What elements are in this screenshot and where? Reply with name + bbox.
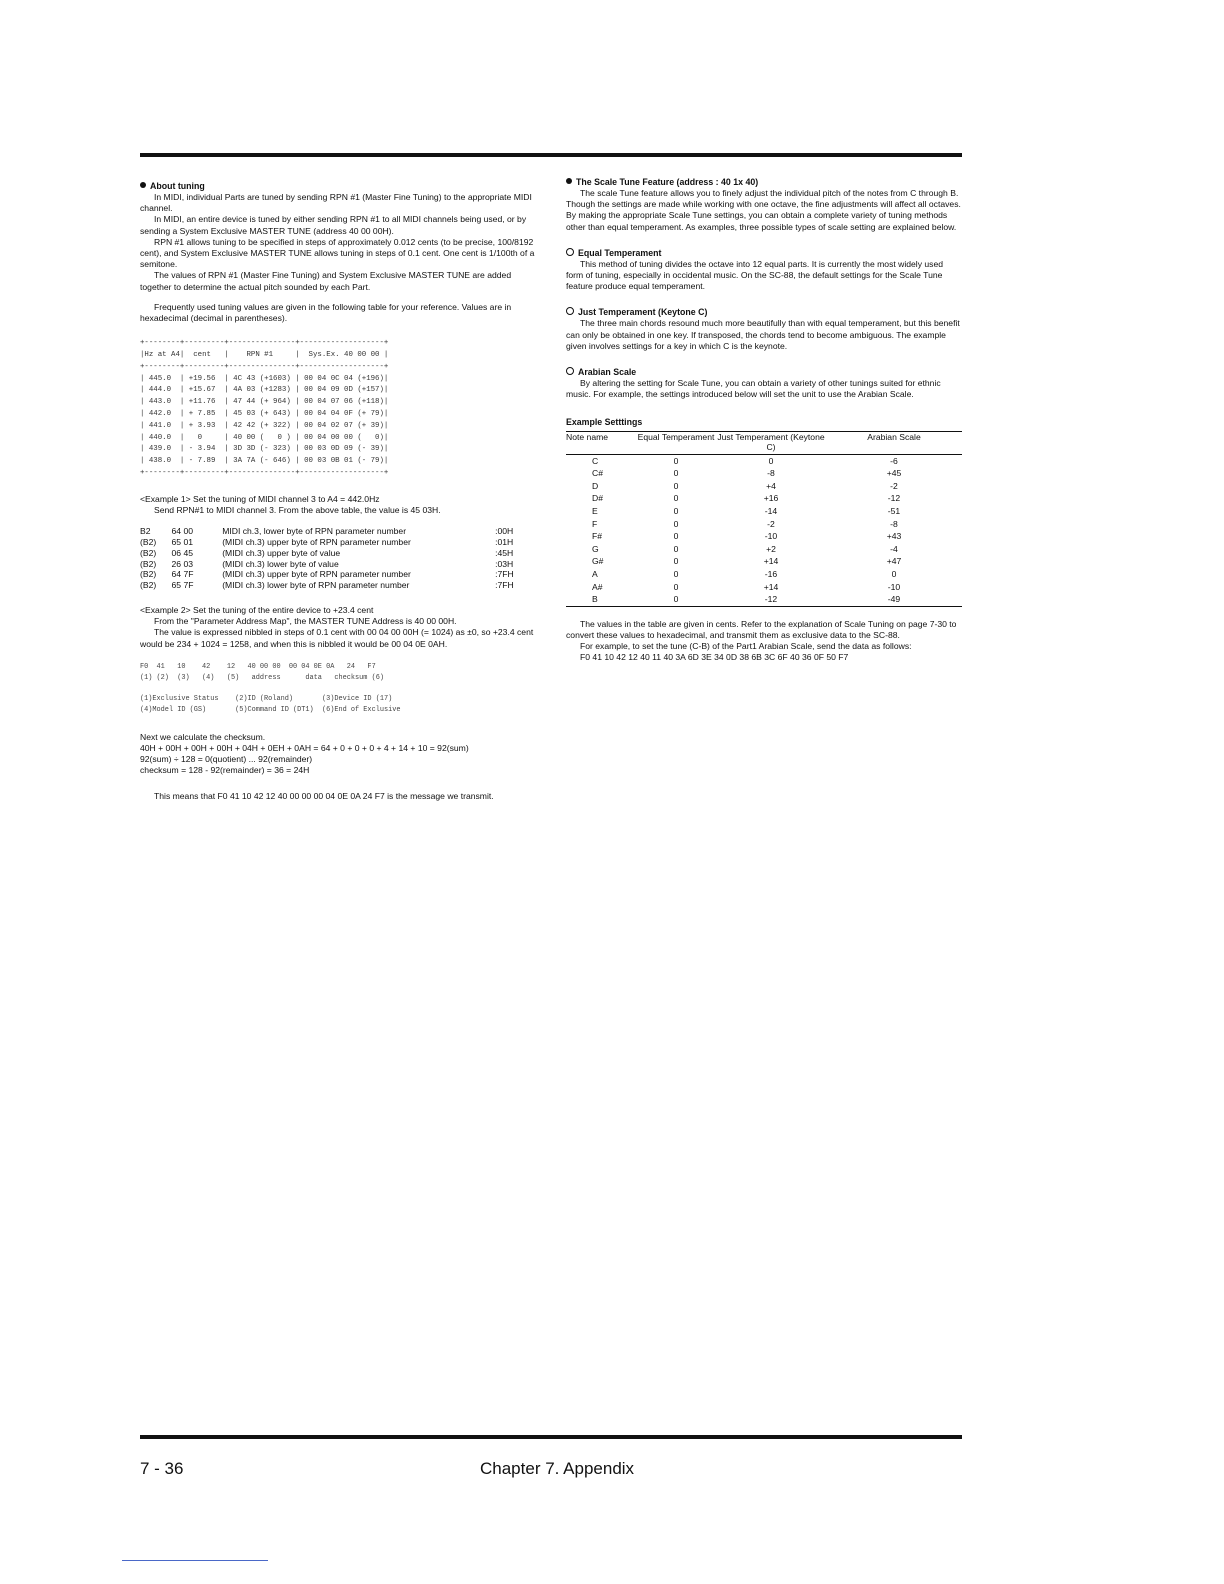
table-row — [566, 593, 962, 606]
table-cell: E — [592, 506, 598, 516]
about-tuning-heading: About tuning — [140, 180, 538, 192]
bullet-icon — [566, 178, 572, 184]
table-cell: G — [592, 543, 599, 554]
command-row: (B2) 06 45 (MIDI ch.3) upper byte of value :45H — [140, 547, 514, 558]
table-cell: +43 — [886, 531, 902, 542]
exclusive-message-line: F0 41 10 42 12 40 00 00 00 04 0E 0A 24 F7 — [140, 662, 376, 671]
command-row: B2 64 00 MIDI ch.3, lower byte of RPN parameter number :00H — [140, 526, 514, 537]
table-cell: 0 — [673, 455, 679, 466]
table-cell: 0 — [673, 568, 679, 579]
paragraph: RPN #1 allows tuning to be specified in steps of approximately 0.012 cents (to be precise, 100/8192 cent), and System Exclusive MASTER TUNE allows tuning in steps of 0.1 cent. One cent is 1/100th of a semitone. — [140, 236, 535, 270]
table-cell: -2 — [767, 518, 775, 529]
exclusive-message-labels: (1) (2) (3) (4) (5) address data checksum (6) — [140, 673, 384, 682]
table-row — [566, 467, 962, 480]
table-cell: +2 — [766, 543, 776, 554]
checksum-sum: 40H + 00H + 00H + 00H + 04H + 0EH + 0AH = 64 + 0 + 0 + 0 + 4 + 14 + 10 = 92(sum) — [140, 743, 469, 753]
example1-command-list — [140, 526, 538, 591]
table-row — [566, 555, 962, 568]
table-cell: 0 — [673, 518, 679, 529]
table-cell: -16 — [764, 568, 778, 579]
checksum-intro: Next we calculate the checksum. — [140, 731, 266, 742]
paragraph: In MIDI, an entire device is tuned by either sending RPN #1 to all MIDI channels being used, or by sending a System Exclusive MASTER TUNE (address 40 00 00H). — [140, 214, 527, 236]
table-cell: D — [592, 480, 599, 491]
column-header: Note name — [566, 432, 636, 454]
command-row: (B2) 64 7F (MIDI ch.3) upper byte of RPN parameter number :7FH — [140, 569, 514, 580]
checksum-conclusion: This means that F0 41 10 42 12 40 00 00 00 04 0E 0A 24 F7 is the message we transmit. — [154, 790, 494, 801]
divider — [122, 1560, 268, 1561]
table-row — [566, 518, 962, 531]
table-cell: 0 — [768, 455, 774, 466]
table-row — [566, 530, 962, 543]
table-cell: F# — [592, 531, 603, 542]
example-settings-heading: Example Setttings — [566, 417, 643, 428]
page-number: 7 - 36 — [140, 1459, 184, 1478]
just-temperament-heading: Just Temperament (Keytone C) — [566, 306, 962, 318]
bullet-icon — [140, 182, 146, 188]
table-cell: -49 — [826, 593, 962, 606]
table-cell: +14 — [763, 581, 779, 592]
arabian-scale-heading: Arabian Scale — [566, 366, 962, 378]
table-cell: -10 — [764, 531, 778, 542]
table-cell: 0 — [891, 568, 897, 579]
table-header-row — [566, 432, 962, 454]
exclusive-legend: (4)Model ID (GS) (5)Command ID (DT1) (6)End of Exclusive — [140, 705, 401, 714]
example1-title: <Example 1> Set the tuning of MIDI channel 3 to A4 = 442.0Hz — [140, 493, 380, 504]
scale-tune-heading: The Scale Tune Feature (address : 40 1x 40) — [566, 176, 962, 188]
paragraph: From the "Parameter Address Map", the MASTER TUNE Address is 40 00 00H. — [154, 616, 457, 627]
checksum-division: 92(sum) ÷ 128 = 0(quotient) ... 92(remainder) — [140, 754, 313, 765]
table-cell: 0 — [673, 506, 679, 516]
example1-sub: Send RPN#1 to MIDI channel 3. From the above table, the value is 45 03H. — [154, 505, 441, 515]
table-cell: 0 — [673, 480, 679, 491]
equal-temperament-heading: Equal Temperament — [566, 247, 962, 259]
table-row — [566, 543, 962, 556]
example2-title: <Example 2> Set the tuning of the entire device to +23.4 cent — [140, 604, 374, 615]
table-cell: -12 — [716, 593, 826, 606]
paragraph: By altering the setting for Scale Tune, you can obtain a variety of other tunings suited for ethnic music. For example, the settings introduced below will set the unit to use the Arabian Scale. — [566, 378, 941, 400]
paragraph: For example, to set the tune (C-B) of the Part1 Arabian Scale, send the data as follows: — [580, 641, 912, 652]
table-cell: 0 — [673, 581, 679, 592]
table-cell: +4 — [766, 480, 776, 491]
table-cell: -51 — [887, 506, 901, 516]
table-row — [566, 480, 962, 493]
column-header: Equal Temperament — [636, 432, 716, 454]
table-cell: +14 — [763, 556, 779, 567]
table-cell: B — [566, 593, 636, 606]
circle-bullet-icon — [566, 367, 574, 375]
table-cell: +16 — [763, 493, 779, 504]
circle-bullet-icon — [566, 248, 574, 256]
table-cell: 0 — [673, 468, 679, 479]
paragraph: Frequently used tuning values are given in the following table for your reference. Values are in hexadecimal (decimal in parentheses). — [140, 301, 512, 324]
table-cell: -2 — [890, 480, 898, 491]
column-header: Arabian Scale — [826, 432, 962, 454]
command-row: (B2) 26 03 (MIDI ch.3) lower byte of value :03H — [140, 558, 514, 569]
table-row — [566, 505, 962, 518]
table-cell: C# — [592, 468, 603, 479]
table-cell: A# — [592, 581, 603, 592]
table-cell: G# — [592, 556, 604, 567]
right-column — [566, 176, 962, 664]
table-cell: 0 — [636, 593, 716, 606]
table-cell: -8 — [767, 468, 775, 479]
table-row — [566, 492, 962, 505]
table-cell: -8 — [890, 518, 898, 529]
scale-settings-table — [566, 431, 962, 606]
table-cell: D# — [592, 493, 603, 504]
table-row — [566, 568, 962, 581]
column-header: Just Temperament (Keytone C) — [716, 432, 826, 454]
table-cell: -14 — [764, 506, 778, 516]
circle-bullet-icon — [566, 307, 574, 315]
exclusive-legend: (1)Exclusive Status (2)ID (Roland) (3)Device ID (17) — [140, 694, 393, 703]
table-cell: -10 — [887, 581, 901, 592]
left-column — [140, 176, 538, 802]
checksum-result: checksum = 128 - 92(remainder) = 36 = 24H — [140, 765, 310, 776]
command-row: (B2) 65 7F (MIDI ch.3) lower byte of RPN parameter number :7FH — [140, 580, 514, 591]
table-cell: 0 — [673, 493, 679, 504]
top-rule — [140, 153, 962, 157]
paragraph: The value is expressed nibbled in steps of 0.1 cent with 00 04 00 00H (= 1024) as ±0, so +23.4 cent would be 234 + 1024 = 1258, and when this is nibbled it would be 00 04 0E 0AH. — [140, 627, 534, 649]
table-cell: -12 — [887, 493, 901, 504]
paragraph: The three main chords resound much more beautifully than with equal temperament, but this benefit can only be obtained in one key. If transposed, the chords tend to become ambiguous. The example given involves settings for a key in which C is the keynote. — [566, 318, 960, 351]
paragraph: The scale Tune feature allows you to finely adjust the individual pitch of the notes from C through B. Though the settings are made while working with one octave, the fine adjustments will affect all octaves. By making the appropriate Scale Tune settings, you can obtain a complete variety of tuning methods other than equal temperament. As examples, three possible types of scale setting are explained below. — [566, 188, 961, 232]
table-cell: 0 — [673, 531, 679, 542]
table-cell: C — [592, 455, 599, 466]
tuning-values-table: +--------+---------+---------------+-------------------+ |Hz at A4| cent | RPN #1 | Sys.Ex. 40 00 00 | +--------+---------+---------------+-------------------+ | 445.0 | +19.56 | 4C 43 (+1603) | 00 04 0C 04 (+196)| | 444.0 | +15.67 | 4A 03 (+1283) | 00 04 09 0D (+157)| | 443.0 | +11.76 | 47 44 (+ 964) | 00 04 07 06 (+118)| | 442.0 | + 7.85 | 45 03 (+ 643) | 00 04 04 0F (+ 79)| | 441.0 | + 3.93 | 42 42 (+ 322) | 00 04 02 07 (+ 39)| | 440.0 | 0 | 40 00 ( 0 ) | 00 04 00 00 ( 0)| | 439.0 | - 3.94 | 3D 3D (- 323) | 00 03 0D 09 (- 39)| | 438.0 | - 7.89 | 3A 7A (- 646) | 00 03 0B 01 (- 79)| +--------+---------+---------------+-------------------+ — [140, 339, 389, 477]
table-cell: F — [592, 518, 598, 529]
chapter-title: Chapter 7. Appendix — [480, 1459, 635, 1478]
command-row: (B2) 65 01 (MIDI ch.3) upper byte of RPN parameter number :01H — [140, 537, 514, 547]
paragraph: In MIDI, individual Parts are tuned by sending RPN #1 (Master Fine Tuning) to the appropriate MIDI channel. — [140, 192, 532, 214]
paragraph: This method of tuning divides the octave into 12 equal parts. It is currently the most widely used form of tuning, especially in occidental music. On the SC-88, the default settings for the Scale Tune feature produce equal temperament. — [566, 258, 944, 292]
table-cell: A — [592, 568, 598, 579]
table-cell: +45 — [886, 468, 902, 479]
table-row — [566, 454, 962, 467]
paragraph: The values of RPN #1 (Master Fine Tuning) and System Exclusive MASTER TUNE are added together to determine the actual pitch sounded by each Part. — [140, 270, 512, 292]
paragraph: The values in the table are given in cents. Refer to the explanation of Scale Tuning on page 7-30 to convert these values to hexadecimal, and transmit them as exclusive data to the SC-88. — [566, 618, 957, 640]
arabian-message: F0 41 10 42 12 40 11 40 3A 6D 3E 34 0D 38 6B 3C 6F 40 36 0F 50 F7 — [580, 652, 849, 663]
table-row — [566, 581, 962, 594]
table-cell: 0 — [673, 556, 679, 567]
table-cell: +47 — [886, 556, 902, 567]
table-cell: -4 — [890, 543, 898, 554]
bottom-rule — [140, 1435, 962, 1439]
table-cell: -6 — [890, 455, 898, 466]
table-cell: 0 — [673, 543, 679, 554]
